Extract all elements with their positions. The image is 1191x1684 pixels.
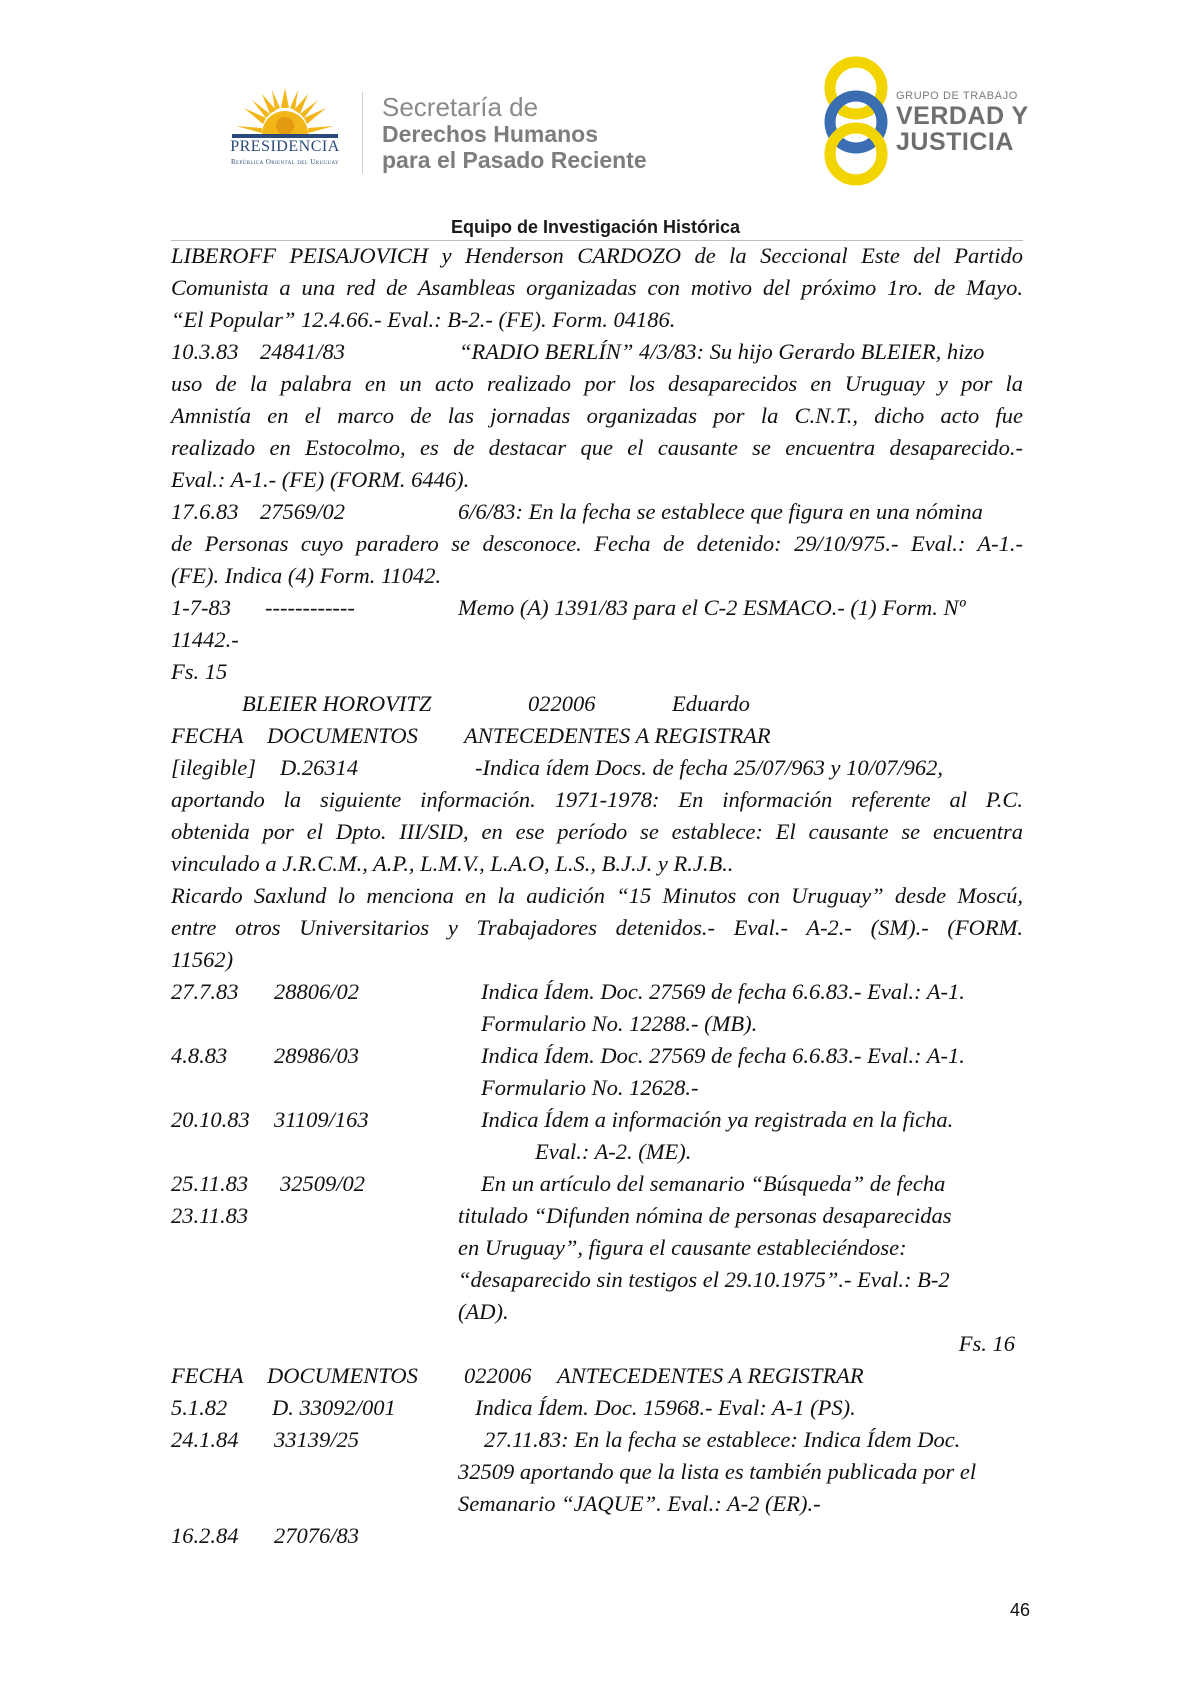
column-headers	[171, 720, 1023, 752]
entry-date: 27.7.83	[171, 979, 239, 1004]
entry-document: 33139/25	[274, 1427, 360, 1452]
entry-first-line	[171, 976, 1023, 1008]
entry-continuation	[171, 1200, 1023, 1232]
entry-text: Memo (A) 1391/83 para el C-2 ESMACO.- (1) Form. Nº	[458, 595, 966, 620]
entry-document: 28986/03	[274, 1043, 360, 1068]
entry-first-line	[171, 1040, 1023, 1072]
text-line: obtenida por el Dpto. III/SID, en ese período se establece: El causante se encuentra	[171, 819, 1023, 844]
entry-text: Indica Ídem. Doc. 27569 de fecha 6.6.83.- Eval.: A-1.	[481, 1043, 965, 1068]
text-line: (FE). Indica (4) Form. 11042.	[171, 563, 442, 588]
text-line: uso de la palabra en un acto realizado por los desaparecidos en Uruguay y por la	[171, 371, 1023, 396]
entry-document: 27569/02	[260, 499, 346, 524]
entry-first-line	[171, 1424, 1023, 1456]
entry-first-line	[171, 1392, 1023, 1424]
entry-continuation	[171, 1264, 1023, 1296]
entry-text: titulado “Difunden nómina de personas desaparecidas	[458, 1203, 952, 1228]
entry-continuation	[171, 1232, 1023, 1264]
subject-line	[171, 688, 1023, 720]
entry-first-line	[171, 1520, 1023, 1552]
folio-label: Fs. 16	[958, 1331, 1015, 1356]
entry-date: 16.2.84	[171, 1523, 239, 1548]
text-line: vinculado a J.R.C.M., A.P., L.M.V., L.A.O, L.S., B.J.J. y R.J.B..	[171, 851, 734, 876]
entry-first-line	[171, 1104, 1023, 1136]
presidencia-word: PRESIDENCIA	[230, 138, 340, 155]
presidencia-logo	[210, 86, 360, 176]
secretaria-line-2: Derechos Humanos	[382, 121, 599, 147]
entry-text: En un artículo del semanario “Búsqueda” de fecha	[481, 1171, 946, 1196]
entry-continuation	[171, 1072, 1023, 1104]
secretaria-logo-text	[382, 94, 647, 172]
entry-text: Formulario No. 12628.-	[481, 1075, 699, 1100]
text-line: LIBEROFF PEISAJOVICH y Henderson CARDOZO de la Seccional Este del Partido	[171, 243, 1023, 268]
entry-date: 20.10.83	[171, 1107, 250, 1132]
text-line: realizado en Estocolmo, es de destacar que el causante se encuentra desaparecido.-	[171, 435, 1023, 460]
entry-text: “RADIO BERLÍN” 4/3/83: Su hijo Gerardo BLEIER, hizo	[459, 339, 985, 364]
entry-text: 27.11.83: En la fecha se establece: Indica Ídem Doc.	[484, 1427, 961, 1452]
entry-document: ------------	[265, 595, 355, 620]
entry-text: Indica Ídem. Doc. 27569 de fecha 6.6.83.- Eval.: A-1.	[481, 979, 965, 1004]
entry-document: 28806/02	[274, 979, 360, 1004]
grupo-trabajo-logo	[820, 56, 1030, 186]
entry-date: 4.8.83	[171, 1043, 228, 1068]
entry-continuation	[171, 1296, 1023, 1328]
header-documentos: DOCUMENTOS	[267, 723, 418, 748]
entry-continuation	[171, 1456, 1023, 1488]
entry-text: 6/6/83: En la fecha se establece que figura en una nómina	[458, 499, 983, 524]
subject-given-name: Eduardo	[672, 691, 750, 716]
entry-date: [ilegible]	[171, 755, 256, 780]
entry-text: “desaparecido sin testigos el 29.10.1975”.- Eval.: B-2	[458, 1267, 950, 1292]
text-line: 11562)	[171, 947, 234, 972]
secretaria-line-1: Secretaría de	[382, 92, 539, 122]
entry-continuation	[171, 1136, 1023, 1168]
entry-date: 24.1.84	[171, 1427, 239, 1452]
subject-number: 022006	[528, 691, 596, 716]
entry-continuation	[171, 1488, 1023, 1520]
entry-first-line	[171, 496, 1023, 528]
header-fecha: FECHA	[171, 723, 244, 748]
text-line: entre otros Universitarios y Trabajadores detenidos.- Eval.- A-2.- (SM).- (FORM.	[171, 915, 1023, 940]
sun-emblem-icon	[232, 86, 338, 140]
entry-document: 27076/83	[274, 1523, 360, 1548]
entry-continuation	[171, 1008, 1023, 1040]
text-line: “El Popular” 12.4.66.- Eval.: B-2.- (FE). Form. 04186.	[171, 307, 676, 332]
entry-text: Eval.: A-2. (ME).	[535, 1139, 692, 1164]
entry-text: en Uruguay”, figura el causante estableciéndose:	[458, 1235, 907, 1260]
entry-document: 31109/163	[274, 1107, 369, 1132]
text-line: de Personas cuyo paradero se desconoce. Fecha de detenido: 29/10/975.- Eval.: A-1.-	[171, 531, 1023, 556]
subject-name: BLEIER HOROVITZ	[242, 691, 432, 716]
entry-document: D. 33092/001	[272, 1395, 396, 1420]
justicia-label: JUSTICIA	[896, 128, 1014, 156]
entry-date: 10.3.83	[171, 339, 239, 364]
entry-date: 1-7-83	[171, 595, 231, 620]
linked-rings-icon	[820, 56, 892, 186]
header-fecha: FECHA	[171, 1363, 244, 1388]
entry-text: -Indica ídem Docs. de fecha 25/07/963 y 10/07/962,	[475, 755, 944, 780]
entry-date: 25.11.83	[171, 1171, 249, 1196]
entry-text: Formulario No. 12288.- (MB).	[481, 1011, 758, 1036]
header-antecedentes: ANTECEDENTES A REGISTRAR	[557, 1363, 864, 1388]
text-line: Comunista a una red de Asambleas organizadas con motivo del próximo 1ro. de Mayo.	[171, 275, 1023, 300]
text-line: aportando la siguiente información. 1971-1978: En información referente al P.C.	[171, 787, 1023, 812]
text-line: Eval.: A-1.- (FE) (FORM. 6446).	[171, 467, 470, 492]
presidencia-subtitle: República Oriental del Uruguay	[230, 158, 340, 166]
document-body	[171, 240, 1023, 1552]
entry-document: 24841/83	[260, 339, 346, 364]
entry-text: (AD).	[458, 1299, 509, 1324]
entry-text: Semanario “JAQUE”. Eval.: A-2 (ER).-	[458, 1491, 821, 1516]
entry-text: Indica Ídem. Doc. 15968.- Eval: A-1 (PS).	[475, 1395, 856, 1420]
team-title: Equipo de Investigación Histórica	[450, 217, 741, 237]
column-headers	[171, 1360, 1023, 1392]
entry-date: 17.6.83	[171, 499, 239, 524]
entry-first-line	[171, 752, 1023, 784]
grupo-trabajo-caption: GRUPO DE TRABAJO	[896, 90, 1018, 102]
entry-date: 5.1.82	[171, 1395, 228, 1420]
header-antecedentes: ANTECEDENTES A REGISTRAR	[464, 723, 771, 748]
entry-first-line	[171, 336, 1023, 368]
text-line: Ricardo Saxlund lo menciona en la audición “15 Minutos con Uruguay” desde Moscú,	[171, 883, 1023, 908]
header-documentos: DOCUMENTOS	[267, 1363, 418, 1388]
verdad-y-label: VERDAD Y	[896, 102, 1029, 130]
entry-text: Indica Ídem a información ya registrada en la ficha.	[481, 1107, 954, 1132]
entry-first-line	[171, 1168, 1023, 1200]
text-line: 11442.-	[171, 627, 239, 652]
page-number: 46	[1009, 1600, 1030, 1620]
entry-first-line	[171, 592, 1023, 624]
text-line: Amnistía en el marco de las jornadas organizadas por la C.N.T., dicho acto fue	[171, 403, 1023, 428]
entry-text: 32509 aportando que la lista es también publicada por el	[458, 1459, 977, 1484]
folio-label: Fs. 15	[171, 659, 228, 684]
entry-date-secondary: 23.11.83	[171, 1203, 249, 1228]
secretaria-line-3: para el Pasado Reciente	[382, 147, 647, 173]
header-number: 022006	[464, 1363, 532, 1388]
header-divider	[362, 92, 363, 174]
entry-document: D.26314	[280, 755, 359, 780]
entry-document: 32509/02	[280, 1171, 366, 1196]
